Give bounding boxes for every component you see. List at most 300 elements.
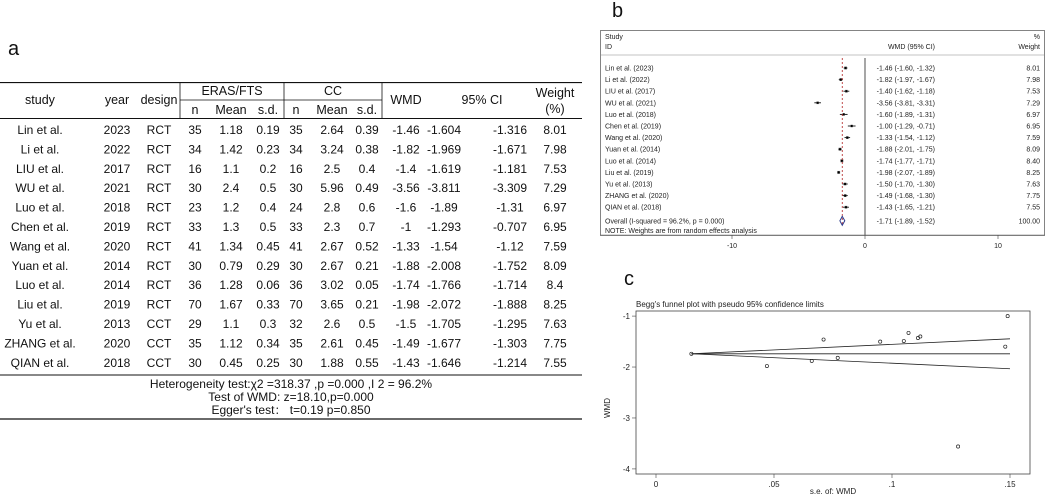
forest-study-label: Luo et al. (2018) — [605, 111, 656, 119]
forest-row — [605, 135, 1040, 142]
table-cell: Wang et al. — [9, 239, 71, 254]
table-cell: -1.295 — [492, 317, 528, 331]
table-cell: 30 — [188, 355, 202, 370]
header-mean1: Mean — [215, 103, 247, 117]
forest-study-label: ZHANG et al. (2020) — [605, 193, 669, 201]
table-row — [11, 356, 567, 370]
header-weight-unit: (%) — [545, 102, 565, 116]
table-cell: 16 — [188, 161, 202, 176]
table-cell: 29 — [188, 317, 202, 331]
forest-point — [844, 195, 846, 197]
table-cell: 2018 — [103, 355, 131, 370]
forest-study-label: WU et al. (2021) — [605, 100, 656, 108]
table-cell: -1.82 — [392, 142, 420, 157]
table-cell: 5.96 — [320, 181, 344, 196]
table-cell: 2018 — [103, 200, 131, 215]
forest-ci-text: -1.00 (-1.29, -0.71) — [876, 123, 935, 131]
table-cell: 2022 — [103, 142, 131, 157]
table-cell: RCT — [146, 123, 172, 137]
table-cell: 0.29 — [256, 258, 280, 273]
table-cell: Luo et al. — [15, 278, 65, 293]
table-cell: 6.97 — [543, 200, 567, 215]
table-cell: 30 — [188, 181, 202, 196]
table-cell: 3.02 — [320, 278, 344, 293]
table-cell: -2.008 — [426, 258, 462, 273]
table-cell: RCT — [146, 258, 172, 273]
table-cell: 0.05 — [355, 278, 379, 293]
table-cell: 7.63 — [543, 317, 567, 331]
forest-ci-text: -1.33 (-1.54, -1.12) — [876, 135, 935, 143]
forest-row — [605, 147, 1040, 154]
table-cell: 33 — [289, 220, 303, 234]
table-cell: RCT — [146, 220, 172, 234]
table-cell: 0.6 — [358, 200, 376, 215]
funnel-point — [836, 356, 839, 359]
table-cell: 35 — [188, 123, 202, 137]
forest-axis-ticks — [727, 235, 1002, 250]
table-cell: 0.33 — [256, 297, 280, 312]
table-cell: 0.79 — [219, 258, 243, 273]
funnel-ytick-label: -1 — [622, 312, 630, 322]
table-cell: RCT — [146, 161, 172, 176]
table-row — [21, 142, 567, 156]
funnel-point — [902, 339, 905, 342]
table-cell: 3.65 — [320, 297, 344, 312]
funnel-xtick-label: .05 — [768, 480, 780, 489]
table-cell: 2.5 — [323, 161, 341, 176]
table-cell: 35 — [289, 336, 303, 351]
table-cell: 30 — [188, 258, 202, 273]
forest-study-label: Lin et al. (2023) — [605, 65, 654, 73]
forest-study-label: Chen et al. (2019) — [605, 123, 662, 131]
forest-ci-text: -1.98 (-2.07, -1.89) — [876, 169, 935, 177]
table-cell: 7.75 — [543, 336, 567, 351]
table-cell: 1.42 — [219, 142, 243, 157]
forest-row — [605, 124, 1040, 131]
table-cell: RCT — [146, 239, 172, 254]
table-cell: 6.95 — [543, 220, 567, 234]
table-cell: 0.3 — [259, 317, 277, 331]
table-cell: 2.64 — [320, 123, 344, 137]
table-cell: -1.888 — [492, 297, 528, 312]
table-cell: 2014 — [103, 258, 131, 273]
table-cell: -1.98 — [392, 297, 420, 312]
table-cell: 1.3 — [222, 220, 240, 234]
funnel-axes — [623, 312, 1016, 489]
table-cell: Yuan et al. — [11, 258, 69, 273]
forest-study-label: QIAN et al. (2018) — [605, 204, 662, 212]
forest-tick-label: -10 — [726, 243, 738, 250]
table-cell: Chen et al. — [10, 220, 70, 234]
table-cell: -1.12 — [496, 239, 524, 254]
table-cell: 0.38 — [355, 142, 379, 157]
forest-tick-label: 10 — [994, 243, 1002, 250]
table-cell: 33 — [188, 220, 202, 234]
forest-study-label: Yu et al. (2013) — [605, 181, 653, 189]
forest-tick-label: 0 — [863, 243, 867, 250]
table-cell: -1.88 — [392, 258, 420, 273]
table-cell: -1.293 — [426, 220, 462, 234]
table-cell: -1.5 — [395, 317, 417, 331]
table-row — [17, 298, 567, 312]
forest-row — [605, 66, 1040, 73]
forest-row — [605, 89, 1040, 96]
forest-study-label: Liu et al. (2019) — [605, 169, 654, 177]
forest-plot — [600, 30, 1045, 268]
table-cell: 30 — [289, 355, 303, 370]
table-cell: 0.25 — [256, 355, 280, 370]
table-cell: -1.31 — [496, 200, 524, 215]
forest-ci-text: -1.74 (-1.77, -1.71) — [876, 158, 935, 166]
forest-note: NOTE: Weights are from random effects analysis — [605, 228, 757, 235]
forest-ci-text: -1.43 (-1.65, -1.21) — [876, 204, 935, 212]
table-cell: -1.303 — [492, 336, 528, 351]
forest-row — [605, 100, 1040, 107]
table-cell: QIAN et al. — [10, 355, 70, 370]
table-cell: CCT — [146, 336, 172, 351]
table-cell: 2.67 — [320, 239, 344, 254]
panel-label-c: c — [624, 268, 634, 290]
table-cell: 8.01 — [543, 123, 567, 137]
table-cell: 7.29 — [543, 181, 567, 196]
table-cell: 7.59 — [543, 239, 567, 254]
table-cell: 0.06 — [256, 278, 280, 293]
forest-header-pct: % — [1033, 34, 1040, 41]
table-cell: 30 — [289, 181, 303, 196]
forest-ci-text: -1.46 (-1.60, -1.32) — [876, 65, 935, 73]
forest-ci-text: -1.49 (-1.68, -1.30) — [876, 193, 935, 201]
funnel-point — [919, 335, 922, 338]
table-cell: 30 — [289, 258, 303, 273]
funnel-point — [1004, 345, 1007, 348]
table-cell: -1.766 — [426, 278, 462, 293]
table-cell: WU et al. — [15, 181, 65, 196]
table-cell: 35 — [289, 123, 303, 137]
funnel-point — [956, 445, 959, 448]
table-cell: 41 — [289, 239, 303, 254]
forest-point — [839, 148, 841, 150]
table-cell: -1.89 — [430, 200, 458, 215]
header-study: study — [25, 93, 55, 107]
table-cell: 36 — [188, 278, 202, 293]
funnel-lines — [691, 339, 1010, 369]
table-cell: -3.811 — [427, 181, 461, 196]
forest-row — [605, 205, 1040, 212]
forest-weight-text: 7.53 — [1026, 88, 1040, 96]
table-cell: 2.67 — [320, 258, 344, 273]
table-cell: 2.3 — [323, 220, 341, 234]
forest-weight-text: 6.97 — [1026, 111, 1040, 119]
funnel-xtick-label: 0 — [653, 480, 659, 489]
table-cell: 0.4 — [259, 200, 277, 215]
funnel-ytick-label: -4 — [622, 464, 630, 474]
table-cell: 1.18 — [219, 123, 243, 137]
table-cell: 0.5 — [259, 220, 277, 234]
forest-weight-text: 7.59 — [1026, 135, 1040, 143]
table-cell: 0.21 — [355, 258, 379, 273]
header-eras: ERAS/FTS — [201, 84, 263, 98]
funnel-xtick-label: .15 — [1004, 480, 1016, 489]
table-cell: 2.4 — [222, 181, 240, 196]
forest-overall-weight: 100.00 — [1018, 218, 1040, 226]
forest-weight-text: 7.75 — [1026, 193, 1040, 201]
forest-point — [840, 79, 842, 81]
table-cell: Li et al. — [20, 142, 60, 157]
funnel-title: Begg's funnel plot with pseudo 95% confidence limits — [636, 300, 824, 309]
table-cell: 7.53 — [543, 161, 567, 176]
meta-analysis-table — [0, 82, 582, 420]
header-ci: 95% CI — [461, 93, 503, 107]
table-cell: -1.214 — [492, 355, 528, 370]
table-cell: 2.8 — [323, 200, 341, 215]
table-row — [15, 278, 563, 292]
table-cell: 0.5 — [259, 181, 277, 196]
table-row — [15, 201, 567, 215]
forest-ci-text: -1.82 (-1.97, -1.67) — [876, 77, 935, 85]
table-cell: 3.24 — [320, 142, 344, 157]
forest-point — [845, 206, 847, 208]
funnel-ylabel: WMD — [603, 398, 612, 418]
funnel-xtick-label: .1 — [888, 480, 896, 489]
funnel-point — [822, 338, 825, 341]
table-cell: -1.316 — [492, 123, 528, 137]
table-cell: -1.33 — [392, 239, 420, 254]
forest-ci-text: -3.56 (-3.81, -3.31) — [876, 100, 935, 108]
forest-weight-text: 7.55 — [1026, 204, 1040, 212]
table-cell: 1.88 — [320, 355, 344, 370]
test-of-wmd: Test of WMD: z=18.10,p=0.000 — [208, 390, 374, 404]
forest-point — [843, 113, 845, 115]
table-cell: 1.67 — [219, 297, 243, 312]
table-cell: 0.19 — [256, 123, 280, 137]
header-sd1: s.d. — [257, 103, 279, 117]
table-cell: Luo et al. — [15, 200, 65, 215]
table-cell: -1.677 — [426, 336, 462, 351]
table-cell: -1.619 — [426, 161, 462, 176]
table-cell: -0.707 — [492, 220, 528, 234]
forest-weight-text: 8.25 — [1026, 169, 1040, 177]
forest-row — [605, 193, 1040, 200]
table-cell: 0.45 — [256, 239, 280, 254]
table-cell: 2020 — [103, 336, 131, 351]
table-cell: Lin et al. — [17, 123, 63, 137]
table-cell: RCT — [146, 297, 172, 312]
table-row — [15, 181, 567, 195]
table-cell: RCT — [146, 278, 172, 293]
forest-overall-ci: -1.71 (-1.89, -1.52) — [876, 218, 935, 226]
table-row — [10, 239, 567, 253]
table-cell: -1.646 — [426, 355, 462, 370]
table-cell: 2.61 — [320, 336, 344, 351]
funnel-lower-limit — [691, 354, 1010, 369]
table-cell: 34 — [188, 142, 202, 157]
table-cell: 7.98 — [543, 142, 567, 157]
forest-header-wmd: WMD (95% CI) — [887, 44, 935, 51]
table-body — [4, 123, 567, 370]
funnel-plot — [600, 298, 1045, 496]
forest-point — [844, 67, 846, 69]
table-row — [12, 259, 567, 273]
table-cell: -1.74 — [392, 278, 420, 293]
table-cell: 7.55 — [543, 355, 567, 370]
funnel-upper-limit — [691, 339, 1010, 354]
forest-row — [605, 182, 1040, 189]
header-cc: CC — [323, 84, 343, 98]
table-cell: 0.34 — [256, 336, 280, 351]
header-year: year — [104, 93, 130, 107]
table-cell: 2013 — [103, 317, 131, 331]
table-cell: 1.1 — [222, 317, 240, 331]
funnel-point — [1006, 314, 1009, 317]
forest-ci-text: -1.60 (-1.89, -1.31) — [876, 111, 935, 119]
funnel-point — [879, 340, 882, 343]
table-cell: 36 — [289, 278, 303, 293]
table-cell: 0.21 — [355, 297, 379, 312]
table-cell: 1.12 — [219, 336, 243, 351]
forest-row — [605, 170, 1040, 177]
table-cell: 0.52 — [355, 239, 379, 254]
forest-point — [846, 137, 848, 139]
table-cell: 1.1 — [222, 161, 240, 176]
table-cell: 2014 — [103, 278, 131, 293]
table-cell: 34 — [289, 142, 303, 157]
table-cell: 0.4 — [358, 161, 376, 176]
table-cell: 8.09 — [543, 258, 567, 273]
header-sd2: s.d. — [356, 103, 378, 117]
table-cell: -1.46 — [392, 123, 420, 137]
table-cell: 2019 — [103, 297, 131, 312]
forest-row — [605, 112, 1040, 119]
table-cell: 1.2 — [222, 200, 240, 215]
table-cell: 2021 — [103, 181, 131, 196]
table-cell: LIU et al. — [15, 161, 65, 176]
table-cell: 0.49 — [355, 181, 379, 196]
table-cell: 16 — [289, 161, 303, 176]
table-row — [18, 317, 567, 331]
table-cell: -1.6 — [395, 200, 417, 215]
forest-study-label: Li et al. (2022) — [605, 77, 650, 85]
table-cell: RCT — [146, 181, 172, 196]
table-cell: 0.39 — [355, 123, 379, 137]
header-mean2: Mean — [316, 103, 348, 117]
table-cell: 0.23 — [256, 142, 280, 157]
table-cell: 2017 — [103, 161, 131, 176]
table-cell: CCT — [146, 317, 172, 331]
table-cell: 8.4 — [546, 278, 564, 293]
funnel-points — [690, 314, 1009, 448]
forest-study-label: Luo et al. (2014) — [605, 158, 656, 166]
table-cell: 41 — [188, 239, 202, 254]
funnel-xlabel: s.e. of: WMD — [809, 487, 857, 496]
forest-point — [845, 90, 847, 92]
header-design: design — [140, 93, 178, 107]
table-cell: 2019 — [103, 220, 131, 234]
table-cell: 0.2 — [259, 161, 277, 176]
table-cell: RCT — [146, 200, 172, 215]
forest-ci-text: -1.88 (-2.01, -1.75) — [876, 146, 935, 154]
forest-overall-label: Overall (I-squared = 96.2%, p = 0.000) — [605, 218, 725, 226]
table-cell: 1.34 — [219, 239, 243, 254]
forest-weight-text: 8.09 — [1026, 146, 1040, 154]
table-cell: -1.4 — [395, 161, 417, 176]
forest-study-label: LIU et al. (2017) — [605, 88, 656, 96]
table-cell: Liu et al. — [17, 297, 63, 312]
table-cell: 0.55 — [355, 355, 379, 370]
table-cell: -1.43 — [392, 355, 420, 370]
forest-study-label: Wang et al. (2020) — [605, 135, 663, 143]
table-cell: -1.671 — [492, 142, 528, 157]
table-cell: 35 — [188, 336, 202, 351]
table-row — [4, 336, 567, 350]
table-cell: -1.181 — [492, 161, 528, 176]
table-cell: 1.28 — [219, 278, 243, 293]
eggers-test: Egger's test： t=0.19 p=0.850 — [211, 403, 371, 417]
forest-point — [817, 102, 819, 104]
table-cell: 2020 — [103, 239, 131, 254]
header-weight: Weight — [535, 86, 575, 100]
forest-overall-row — [605, 218, 1040, 225]
heterogeneity-test: Heterogeneity test:χ2 =318.37 ,p =0.000 ,I 2 = 96.2% — [149, 377, 433, 391]
table-row — [16, 162, 567, 176]
table-cell: -1.705 — [426, 317, 462, 331]
funnel-ytick-label: -3 — [622, 413, 630, 423]
table-cell: 0.5 — [358, 317, 376, 331]
table-cell: 2023 — [103, 123, 131, 137]
table-cell: 0.7 — [358, 220, 376, 234]
header-wmd: WMD — [390, 93, 422, 107]
forest-point — [844, 183, 846, 185]
forest-point — [851, 125, 853, 127]
funnel-frame — [636, 311, 1030, 474]
forest-weight-text: 6.95 — [1026, 123, 1040, 131]
funnel-ytick-label: -2 — [622, 363, 630, 373]
forest-ci-text: -1.50 (-1.70, -1.30) — [876, 181, 935, 189]
table-cell: -1.714 — [492, 278, 528, 293]
forest-weight-text: 8.01 — [1026, 65, 1040, 73]
table-cell: -1.54 — [430, 239, 458, 254]
table-cell: 23 — [188, 200, 202, 215]
table-cell: 70 — [289, 297, 303, 312]
table-cell: -3.56 — [392, 181, 420, 196]
table-row — [11, 220, 567, 234]
forest-weight-text: 7.98 — [1026, 77, 1040, 85]
table-cell: ZHANG et al. — [4, 336, 76, 351]
table-cell: 0.45 — [219, 355, 243, 370]
forest-weight-text: 7.63 — [1026, 181, 1040, 189]
table-cell: -1.49 — [392, 336, 420, 351]
table-cell: 8.25 — [543, 297, 567, 312]
table-cell: 0.45 — [355, 336, 379, 351]
panel-label-a: a — [8, 38, 20, 60]
funnel-point — [765, 364, 768, 367]
forest-header-study: Study — [605, 34, 623, 41]
forest-point — [841, 160, 843, 162]
forest-row — [605, 158, 1040, 165]
table-cell: -1 — [400, 220, 412, 234]
table-cell: 24 — [289, 200, 303, 215]
forest-frame — [601, 31, 1045, 236]
header-n2: n — [292, 103, 300, 117]
table-row — [17, 123, 567, 137]
forest-weight-text: 8.40 — [1026, 158, 1040, 166]
forest-weight-text: 7.29 — [1026, 100, 1040, 108]
table-cell: 70 — [188, 297, 202, 312]
table-cell: CCT — [146, 355, 172, 370]
table-cell: -1.604 — [426, 123, 462, 137]
table-cell: Yu et al. — [18, 317, 62, 331]
forest-study-label: Yuan et al. (2014) — [605, 146, 661, 154]
table-cell: RCT — [146, 142, 172, 157]
